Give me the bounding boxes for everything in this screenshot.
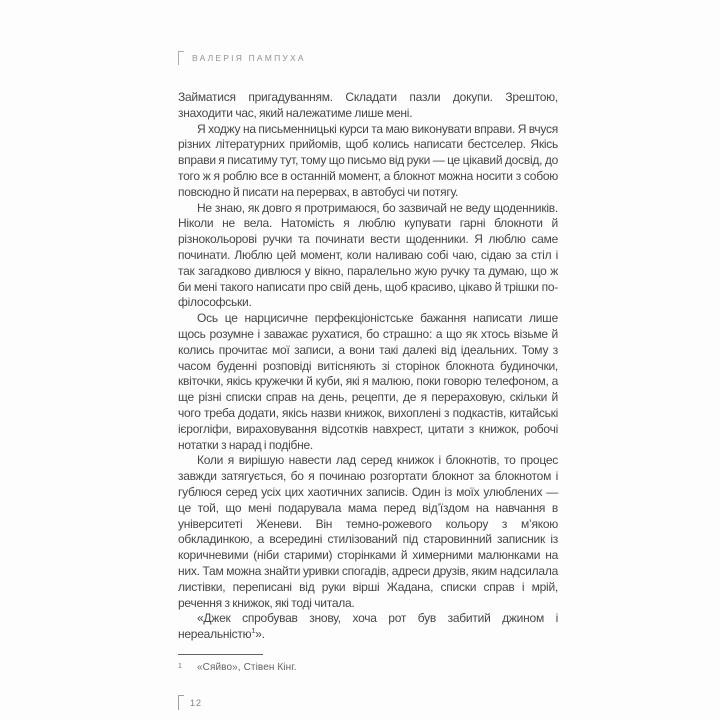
page-body: [178, 90, 558, 643]
quote-text-before: «Джек спробував знову, хоча рот був забитий джином і нереальністю: [178, 611, 558, 642]
quote-paragraph: [178, 611, 558, 643]
footnote: [178, 662, 558, 673]
running-header: [178, 51, 558, 65]
footer-bracket-mark: [178, 695, 184, 710]
paragraph-1: Займатися пригадуванням. Складати пазли докупи. Зрештою, знаходити час, який належатиме лише мені.: [178, 90, 558, 120]
footnote-text: «Сяйво», Стівен Кінг.: [197, 661, 297, 673]
header-bracket-mark: [178, 51, 184, 65]
paragraph-5: Коли я вирішую навести лад серед книжок і блокнотів, то процес завжди затягується, бо я починаю розгортати блокнот за блокнотом і гублюся серед усіх цих хаотичних записів. Один із моїх улюблених — це той, що мені подарувала мама перед від’їздом на навчання в університеті Женеви. Він темно-рожевого кольору з м’якою обкладинкою, а всередині стилізований під старовинний записник із коричневими (ніби старими) сторінками й химерними малюнками на них. Там можна знайти уривки спогадів, адреси друзів, яким надсилала листівки, переписані від руки вірші Жадана, списки справ і мрій, речення з книжок, які тоді читала.: [178, 453, 558, 610]
footnote-marker: 1: [178, 662, 182, 670]
text-column: [178, 51, 558, 710]
footnote-separator: [178, 654, 263, 655]
footnote-block: [178, 654, 558, 673]
page-footer: [178, 695, 558, 710]
page-number: 12: [190, 697, 203, 708]
author-name: ВАЛЕРІЯ ПАМПУХА: [192, 53, 306, 63]
paragraph-4: Ось це нарцисичне перфекціоністське бажання написати лише щось розумне і заважає рухатися, бо страшно: а що як хтось візьме й колись прочитає мої записи, а вони такі далекі від ідеальних. Тому з часом буденні розповіді витісняють зі сторінок блокнота будиночки, квіточки, якісь кружечки й куби, які я малюю, поки говорю телефоном, а ще різні списки справ на день, рецепти, де я перераховую, скільки й чого треба додати, якісь назви книжок, вихоплені з подкастів, китайські ієрогліфи, вираховування відсотків навхрест, цитати з книжок, робочі нотатки з нарад і подібне.: [178, 311, 558, 452]
paragraph-2: Я ходжу на письменницькі курси та маю виконувати вправи. Я вчуся різних літературних прийомів, щоб колись написати бестселер. Якісь вправи я писатиму тут, тому що письмо від руки — це цікавий досвід, до того ж я роблю все в останній момент, а блокнот можна носити з собою повсюдно й писати на перервах, в автобусі чи потягу.: [178, 121, 558, 199]
quote-text-after: ».: [255, 627, 265, 642]
footnote-reference: 1: [251, 626, 256, 636]
paragraph-3: Не знаю, як довго я протримаюся, бо зазвичай не веду щоденників. Ніколи не вела. Натомість я люблю купувати гарні блокноти й різнокольорові ручки та починати вести щоденники. Я люблю саме починати. Люблю цей момент, коли наливаю собі чаю, сідаю за стіл і так загадково дивлюся у вікно, паралельно жую ручку та думаю, що ж би мені такого написати про свій день, щоб красиво, цікаво й трішки по-філософськи.: [178, 200, 558, 310]
